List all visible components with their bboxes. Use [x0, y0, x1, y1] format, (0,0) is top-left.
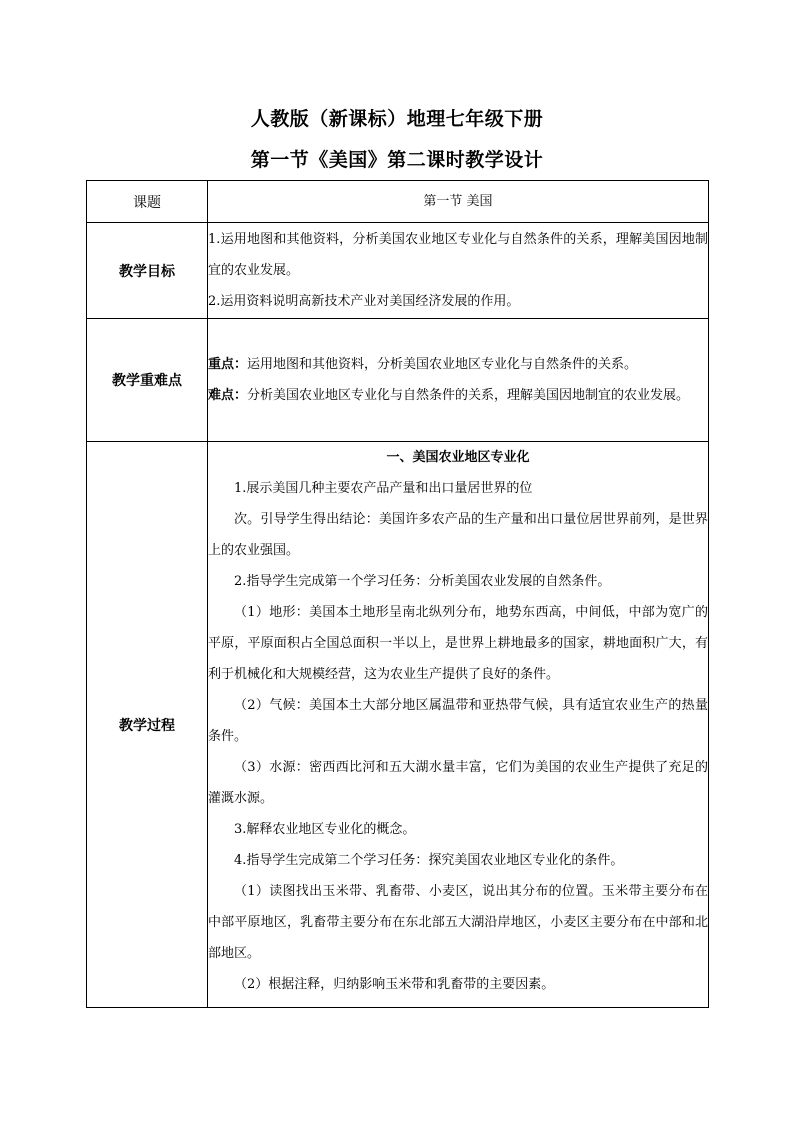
- document-subtitle: 第一节《美国》第二课时教学设计: [250, 149, 544, 171]
- process-p5: （3）水源：密西西比河和五大湖水量丰富，它们为美国的农业生产提供了充足的灌溉水源。: [208, 760, 708, 806]
- process-p7: 4.指导学生完成第二个学习任务：探究美国农业地区专业化的条件。: [234, 853, 624, 868]
- value-zhongnan: [208, 319, 709, 442]
- section-title: 一、美国农业地区专业化: [386, 450, 530, 465]
- key-point-label: 重点：: [208, 357, 248, 372]
- document-header: [0, 102, 794, 177]
- process-p1a: 1.展示美国几种主要农产品产量和出口量居世界的位: [234, 481, 533, 496]
- process-p1b: 次。引导学生得出结论：美国许多农产品的生产量和出口量位居世界前列，是世界上的农业强国。: [208, 512, 708, 558]
- document-title: 人教版（新课标）地理七年级下册: [250, 108, 544, 130]
- value-keti: 第一节 美国: [208, 181, 709, 223]
- label-guocheng: 教学过程: [87, 442, 208, 1008]
- difficult-point-label: 难点：: [208, 388, 248, 403]
- lesson-plan-table: [86, 180, 709, 1008]
- table-row-guocheng: [87, 442, 709, 1008]
- process-p3: （1）地形：美国本土地形呈南北纵列分布，地势东西高，中间低，中部为宽广的平原，平原面积占全国总面积一半以上，是世界上耕地最多的国家，耕地面积广大，有利于机械化和大规模经营，这为农业生产提供了良好的条件。: [208, 605, 708, 682]
- value-guocheng: [208, 442, 709, 1008]
- objective-item-2: 2.运用资料说明高新技术产业对美国经济发展的作用。: [208, 294, 520, 309]
- process-p6: 3.解释农业地区专业化的概念。: [234, 822, 416, 837]
- label-keti: 课题: [87, 181, 208, 223]
- process-p8: （1）读图找出玉米带、乳畜带、小麦区，说出其分布的位置。玉米带主要分布在中部平原地区，乳畜带主要分布在东北部五大湖沿岸地区，小麦区主要分布在中部和北部地区。: [208, 884, 708, 961]
- process-p9: （2）根据注释，归纳影响玉米带和乳畜带的主要因素。: [234, 977, 555, 992]
- table-row-mubiao: [87, 223, 709, 319]
- difficult-point: [208, 380, 708, 411]
- process-p4: （2）气候：美国本土大部分地区属温带和亚热带气候，具有适宜农业生产的热量条件。: [208, 698, 708, 744]
- key-point-text: 运用地图和其他资料，分析美国农业地区专业化与自然条件的关系。: [247, 357, 638, 372]
- table-row-zhongnan: [87, 319, 709, 442]
- process-p2: 2.指导学生完成第一个学习任务：分析美国农业发展的自然条件。: [234, 574, 611, 589]
- label-zhongnan: 教学重难点: [87, 319, 208, 442]
- label-mubiao: 教学目标: [87, 223, 208, 319]
- difficult-point-text: 分析美国农业地区专业化与自然条件的关系，理解美国因地制宜的农业发展。: [247, 388, 690, 403]
- table-row-keti: [87, 181, 709, 223]
- key-point: [208, 349, 708, 380]
- objective-item-1: 1.运用地图和其他资料，分析美国农业地区专业化与自然条件的关系，理解美国因地制宜的农业发展。: [208, 232, 708, 278]
- value-mubiao: [208, 223, 709, 319]
